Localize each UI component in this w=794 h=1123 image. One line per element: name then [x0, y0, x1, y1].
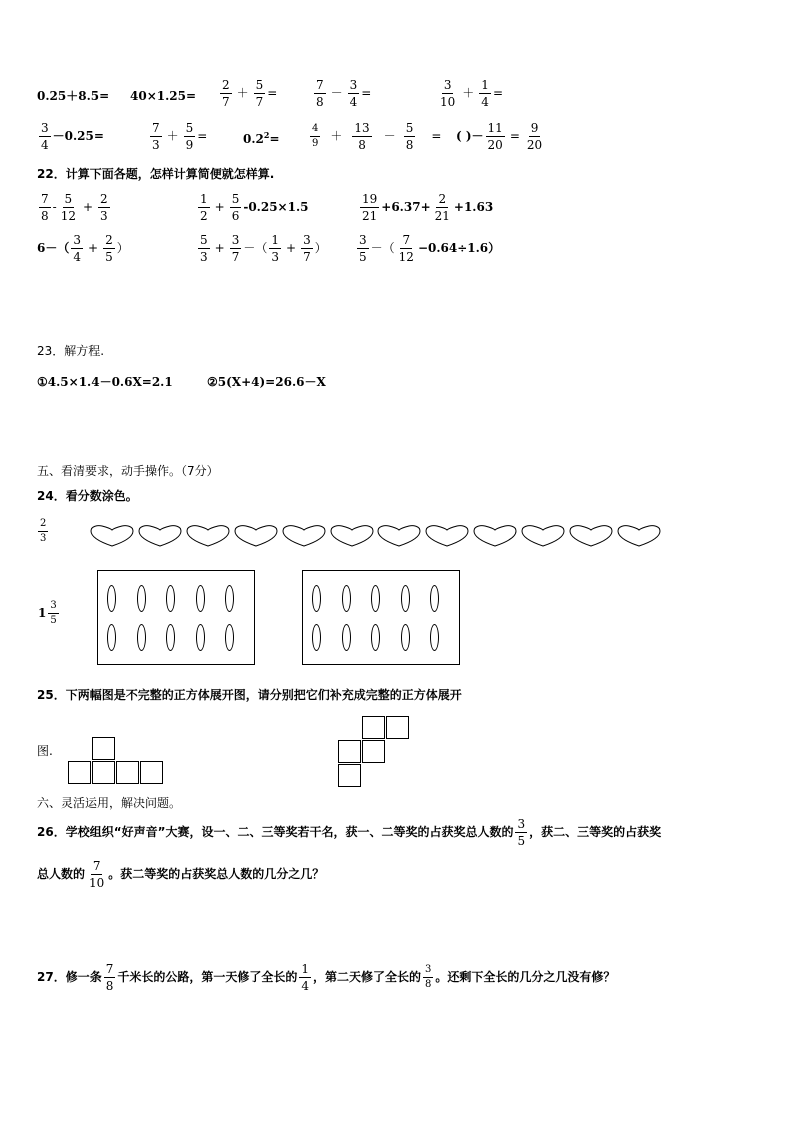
q26-line1: 26．学校组织“好声音”大赛，设一、二、三等奖若干名，获一、二等奖的占获奖总人数的 $\frac{3}{5}$ ，获二、三等奖的占获奖 — [37, 817, 662, 848]
section-six-title: 六、灵活运用，解决问题。 — [37, 796, 182, 810]
oval-shape[interactable] — [107, 585, 116, 612]
fraction: $\frac{7}{8}$ — [41, 192, 49, 223]
heart-shape[interactable] — [138, 524, 182, 548]
fraction: $\frac{1}{4}$ — [481, 78, 489, 109]
heart-shape[interactable] — [569, 524, 613, 548]
fraction: $\frac{2}{21}$ — [434, 192, 450, 223]
fraction: $\frac{3}{4}$ — [349, 78, 358, 109]
q26-line2: 总人数的 $\frac{7}{10}$ 。获二等奖的占获奖总人数的几分之几？ — [37, 859, 325, 890]
heart-shape[interactable] — [234, 524, 278, 548]
q23-label: 23．解方程. — [37, 344, 105, 358]
calc-6: $\frac{3}{4}$ －0.25= — [41, 121, 104, 152]
fraction: $\frac{7}{10}$ — [89, 859, 105, 890]
q22-p5: $\frac{5}{3}$ + $\frac{3}{7}$ －（ $\frac{1}{3}$ + $\frac{3}{7}$ ） — [200, 233, 327, 264]
fraction: $\frac{3}{4}$ — [41, 121, 49, 152]
fraction: $\frac{5}{3}$ — [200, 233, 208, 264]
q22-p2: $\frac{1}{2}$ + $\frac{5}{6}$ -0.25×1.5 — [200, 192, 309, 223]
fraction: $\frac{5}{6}$ — [231, 192, 240, 223]
oval-shape[interactable] — [107, 624, 116, 651]
fraction: $\frac{5}{12}$ — [60, 192, 76, 223]
circled-two-marker: ② — [207, 375, 218, 389]
q24-fraction-2: 1 $\frac{3}{5}$ — [38, 600, 57, 626]
circled-one-marker: ① — [37, 375, 48, 389]
fraction: $\frac{3}{5}$ — [359, 233, 367, 264]
net1-square — [140, 761, 163, 784]
heart-shape[interactable] — [425, 524, 469, 548]
q22-p3: $\frac{19}{21}$ +6.37+ $\frac{2}{21}$ +1.63 — [362, 192, 494, 223]
fraction: $\frac{5}{8}$ — [405, 121, 414, 152]
calc-10: ( )－ $\frac{11}{20}$ = $\frac{9}{20}$ — [456, 121, 543, 152]
fraction: $\frac{1}{2}$ — [200, 192, 208, 223]
heart-shape[interactable] — [473, 524, 517, 548]
fraction: $\frac{11}{20}$ — [487, 121, 503, 152]
fraction: $\frac{3}{4}$ — [73, 233, 81, 264]
heart-shape[interactable] — [521, 524, 565, 548]
heart-shape[interactable] — [377, 524, 421, 548]
calc-1: 0.25＋8.5= — [37, 89, 110, 103]
heart-shape[interactable] — [330, 524, 374, 548]
q24-label: 24．看分数涂色。 — [37, 489, 138, 503]
q24-fraction-1 — [36, 519, 50, 544]
heart-shape[interactable] — [617, 524, 661, 548]
fraction: $\frac{3}{5}$ — [50, 600, 57, 626]
fraction: $\frac{7}{3}$ — [152, 121, 160, 152]
fraction: $\frac{5}{7}$ — [255, 78, 264, 109]
heart-shape[interactable] — [186, 524, 230, 548]
q22-label: 22．计算下面各题，怎样计算简便就怎样算. — [37, 167, 275, 181]
oval-shape[interactable] — [401, 624, 410, 651]
net1-square — [68, 761, 91, 784]
oval-panel-1 — [97, 570, 255, 665]
fraction: $\frac{4}{9}$ — [312, 123, 319, 149]
calc-4: $\frac{7}{8}$ － $\frac{3}{4}$ = — [316, 78, 372, 109]
q25-label-cont: 图. — [37, 744, 53, 758]
oval-shape[interactable] — [137, 585, 146, 612]
fraction: $\frac{5}{9}$ — [185, 121, 194, 152]
oval-shape[interactable] — [430, 624, 439, 651]
fraction: $\frac{19}{21}$ — [362, 192, 378, 223]
fraction: $\frac{7}{12}$ — [398, 233, 414, 264]
calc-3: $\frac{2}{7}$ ＋ $\frac{5}{7}$ = — [222, 78, 278, 109]
net2-square — [338, 740, 361, 763]
fraction: $\frac{1}{4}$ — [301, 962, 309, 993]
oval-shape[interactable] — [137, 624, 146, 651]
heart-shape[interactable] — [90, 524, 134, 548]
net2-square — [338, 764, 361, 787]
heart-shape[interactable] — [282, 524, 326, 548]
fraction: $\frac{3}{5}$ — [517, 817, 526, 848]
q23-eq2: ②5(X+4)=26.6－X — [207, 375, 326, 389]
fraction: $\frac{2}{7}$ — [222, 78, 230, 109]
q27-text: 27．修一条 $\frac{7}{8}$ 千米长的公路，第一天修了全长的 $\frac{1}{4}$ ，第二天修了全长的 $\frac{3}{8}$ 。还剩下全长的几分之几没有修？ — [37, 962, 616, 993]
oval-shape[interactable] — [430, 585, 439, 612]
fraction: $\frac{3}{7}$ — [303, 233, 311, 264]
calc-5: $\frac{3}{10}$ ＋ $\frac{1}{4}$ = — [440, 78, 503, 109]
oval-shape[interactable] — [342, 624, 351, 651]
fraction: $\frac{2}{5}$ — [105, 233, 113, 264]
oval-shape[interactable] — [166, 624, 175, 651]
oval-shape[interactable] — [196, 585, 205, 612]
fraction: $\frac{7}{8}$ — [316, 78, 324, 109]
calc-7: $\frac{7}{3}$ ＋ $\frac{5}{9}$ = — [152, 121, 208, 152]
net2-square — [386, 716, 409, 739]
oval-shape[interactable] — [225, 624, 234, 651]
fraction: $\frac{3}{10}$ — [440, 78, 456, 109]
oval-shape[interactable] — [166, 585, 175, 612]
q22-p1: $\frac{7}{8}$ - $\frac{5}{12}$ + $\frac{2}{3}$ — [41, 192, 108, 223]
fraction: $\frac{2}{3}$ — [40, 518, 47, 544]
net1-square — [92, 761, 115, 784]
fraction: $\frac{1}{3}$ — [271, 233, 279, 264]
net2-square — [362, 716, 385, 739]
fraction: $\frac{2}{3}$ — [100, 192, 108, 223]
net2-square — [362, 740, 385, 763]
oval-panel-2 — [302, 570, 460, 665]
q22-p4: 6－（ $\frac{3}{4}$ + $\frac{2}{5}$ ） — [37, 233, 129, 264]
oval-shape[interactable] — [342, 585, 351, 612]
calc-8: $0.2^2=$ — [243, 130, 280, 146]
q23-eq1: ①4.5×1.4－0.6X=2.1 — [37, 375, 173, 389]
fraction: $\frac{3}{8}$ — [425, 964, 432, 990]
calc-9: $\frac{4}{9}$ ＋ $\frac{13}{8}$ － $\frac{5}{8}$ = — [312, 121, 442, 152]
oval-shape[interactable] — [196, 624, 205, 651]
calc-2: 40×1.25= — [130, 89, 197, 103]
fraction: $\frac{13}{8}$ — [354, 121, 370, 152]
net1-square — [116, 761, 139, 784]
net1-square — [92, 737, 115, 760]
q25-label: 25．下两幅图是不完整的正方体展开图，请分别把它们补充成完整的正方体展开 — [37, 688, 462, 702]
section-five-title: 五、看清要求，动手操作。（7分） — [37, 464, 219, 478]
answer-blank[interactable]: ( )－ — [456, 129, 484, 143]
oval-shape[interactable] — [225, 585, 234, 612]
oval-shape[interactable] — [371, 585, 380, 612]
oval-shape[interactable] — [401, 585, 410, 612]
oval-shape[interactable] — [312, 585, 321, 612]
fraction: $\frac{3}{7}$ — [231, 233, 240, 264]
q22-p6: $\frac{3}{5}$ －（ $\frac{7}{12}$ −0.64÷1.6） — [359, 233, 501, 264]
oval-shape[interactable] — [312, 624, 321, 651]
fraction: $\frac{7}{8}$ — [105, 962, 114, 993]
oval-shape[interactable] — [371, 624, 380, 651]
fraction: $\frac{9}{20}$ — [526, 121, 543, 152]
